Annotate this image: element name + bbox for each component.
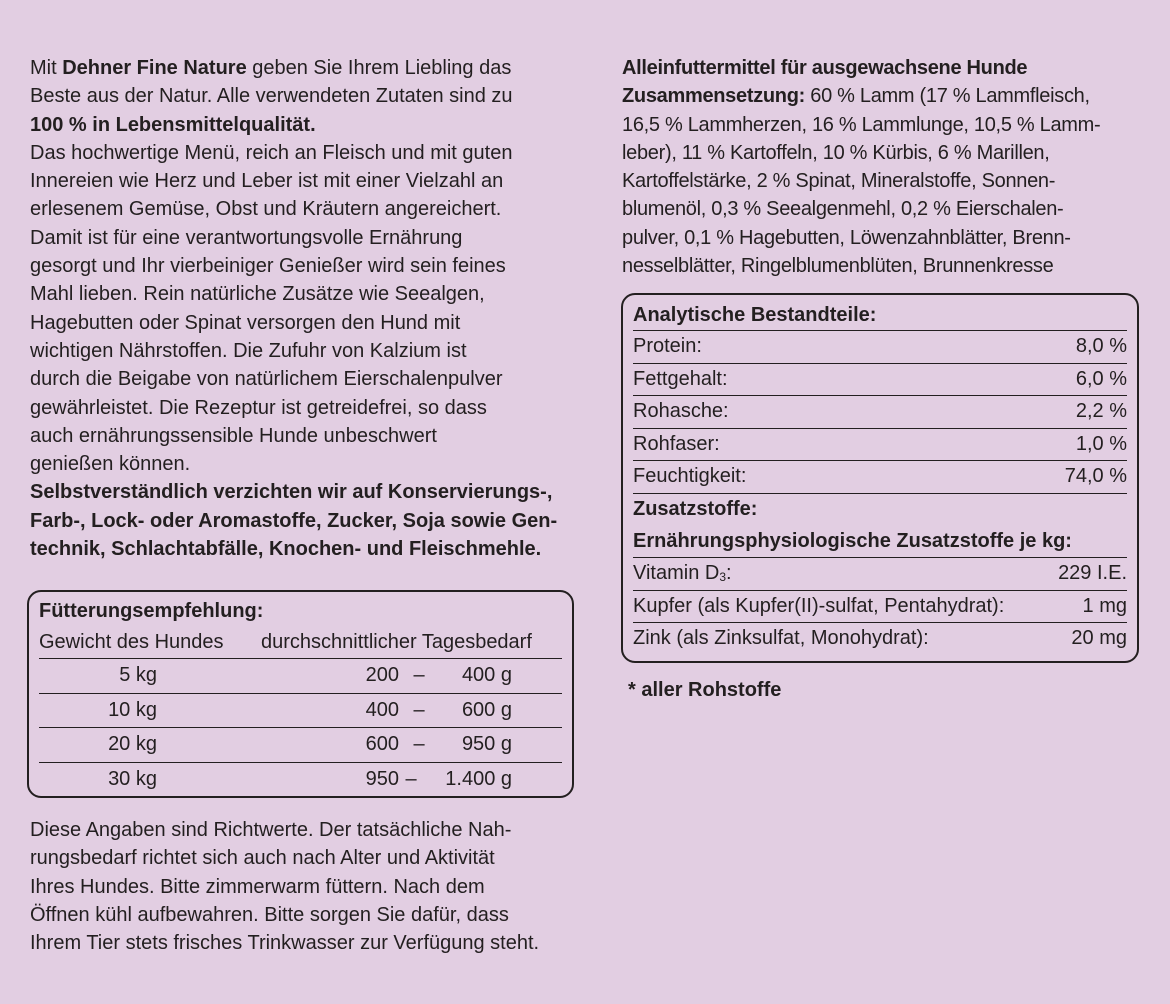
exclusions-paragraph	[30, 478, 575, 563]
brand-name: Dehner Fine Nature	[62, 57, 247, 79]
constituent-value: 74,0 %	[1064, 465, 1127, 488]
amount-from: 200	[365, 664, 399, 686]
range-dash: –	[413, 664, 425, 686]
description-line: gesorgt und Ihr vierbeiniger Genießer wird sein feines	[30, 255, 506, 278]
additive-row	[633, 591, 1127, 624]
constituent-name: Feuchtigkeit:	[633, 465, 747, 488]
feeding-row	[39, 694, 562, 729]
weight-column-header: Gewicht des Hundes	[39, 631, 224, 653]
description-paragraph	[30, 139, 575, 479]
composition-line	[622, 82, 1142, 110]
description-line: auch ernährungssensible Hunde unbeschwert	[30, 424, 437, 447]
note-line: Ihrem Tier stets frisches Trinkwasser zur Verfügung steht.	[30, 932, 540, 955]
composition-line: blumenöl, 0,3 % Seealgenmehl, 0,2 % Eierschalen-	[622, 198, 1064, 221]
amount-column-header: durchschnittlicher Tagesbedarf	[261, 631, 532, 653]
vitamin-subscript: 3	[719, 570, 727, 585]
feeding-title: Fütterungsempfehlung:	[39, 600, 264, 622]
dog-weight: 10 kg	[108, 698, 157, 721]
additives-subtitle: Ernährungsphysiologische Zusatzstoffe je kg:	[633, 526, 1127, 559]
feeding-header-row	[39, 627, 562, 659]
vitamin-colon: :	[726, 562, 732, 585]
amount-to: 400 g	[461, 664, 512, 686]
range-dash: –	[413, 698, 425, 721]
amount-to: 950 g	[461, 733, 512, 755]
description-line: durch die Beigabe von natürlichem Eierschalenpulver	[30, 368, 503, 391]
description-line: Das hochwertige Menü, reich an Fleisch und mit guten	[30, 141, 513, 164]
constituent-value: 2,2 %	[1075, 400, 1127, 423]
intro-text: Mit	[30, 57, 63, 79]
feeding-recommendation-table	[27, 590, 574, 798]
composition-text: 60 % Lamm (17 % Lammfleisch,	[805, 85, 1090, 108]
analysis-title: Analytische Bestandteile:	[633, 301, 1127, 331]
additive-name: Kupfer (als Kupfer(II)-sulfat, Pentahydrat):	[633, 594, 1005, 617]
analysis-row	[633, 331, 1127, 364]
description-line: genießen können.	[30, 453, 191, 476]
constituent-name: Protein:	[633, 335, 702, 357]
note-line: rungsbedarf richtet sich auch nach Alter und Aktivität	[30, 847, 495, 870]
feeding-row	[39, 728, 562, 763]
amount-to: 1.400 g	[445, 767, 512, 790]
note-line: Öffnen kühl aufbewahren. Bitte sorgen Sie dafür, dass	[30, 903, 509, 926]
amount-to: 600 g	[461, 698, 512, 721]
constituent-name: Rohasche:	[633, 400, 729, 423]
range-dash: –	[413, 733, 425, 755]
dog-weight: 5 kg	[119, 664, 157, 686]
description-line: Damit ist für eine verantwortungsvolle Ernährung	[30, 226, 463, 249]
exclusions-line: technik, Schlachtabfälle, Knochen- und Fleischmehle.	[30, 538, 542, 561]
quality-claim: 100 % in Lebensmittelqualität.	[30, 113, 316, 136]
description-line: Innereien wie Herz und Leber ist mit einer Vielzahl an	[30, 170, 504, 193]
footnote: * aller Rohstoffe	[628, 679, 782, 701]
additive-row	[633, 623, 1127, 655]
exclusions-line: Selbstverständlich verzichten wir auf Konservierungs-,	[30, 481, 553, 504]
composition-label: Zusammensetzung:	[622, 85, 806, 108]
usage-note	[30, 816, 575, 957]
constituent-value: 8,0 %	[1075, 335, 1127, 357]
analysis-row	[633, 396, 1127, 429]
feeding-row	[39, 659, 562, 694]
additive-value: 229 I.E.	[1058, 562, 1127, 585]
exclusions-line: Farb-, Lock- oder Aromastoffe, Zucker, Soja sowie Gen-	[30, 509, 558, 532]
composition-heading: Alleinfuttermittel für ausgewachsene Hunde	[622, 57, 1028, 79]
feeding-row	[39, 763, 562, 797]
additive-row	[633, 558, 1127, 591]
constituent-name: Rohfaser:	[633, 432, 720, 455]
constituent-value: 6,0 %	[1075, 367, 1127, 390]
description-line: gewährleistet. Die Rezeptur ist getreidefrei, so dass	[30, 396, 487, 419]
description-line: Mahl lieben. Rein natürliche Zusätze wie Seealgen,	[30, 283, 485, 306]
composition-line: leber), 11 % Kartoffeln, 10 % Kürbis, 6 % Marillen,	[622, 141, 1050, 164]
description-line: erlesenem Gemüse, Obst und Kräutern angereichert.	[30, 198, 502, 221]
additive-value: 20 mg	[1071, 627, 1127, 650]
composition-line: nesselblätter, Ringelblumenblüten, Brunnenkresse	[622, 255, 1054, 278]
dog-weight: 30 kg	[108, 767, 157, 790]
composition-line: pulver, 0,1 % Hagebutten, Löwenzahnblätter, Brenn-	[622, 226, 1071, 249]
description-line: Hagebutten oder Spinat versorgen den Hund mit	[30, 311, 461, 334]
amount-from: 600	[365, 733, 399, 755]
note-line: Ihres Hundes. Bitte zimmerwarm füttern. Nach dem	[30, 875, 485, 898]
note-line: Diese Angaben sind Richtwerte. Der tatsächliche Nah-	[30, 819, 512, 841]
analysis-row	[633, 429, 1127, 462]
analysis-row	[633, 461, 1127, 494]
intro-line	[30, 54, 575, 82]
analysis-row	[633, 364, 1127, 397]
constituent-value: 1,0 %	[1075, 432, 1127, 455]
intro-text: geben Sie Ihrem Liebling das	[246, 57, 512, 79]
additive-name	[633, 558, 732, 590]
additive-name: Zink (als Zinksulfat, Monohydrat):	[633, 627, 929, 650]
amount-from: 950	[365, 767, 399, 790]
composition-column	[622, 54, 1142, 280]
intro-line: Beste aus der Natur. Alle verwendeten Zutaten sind zu	[30, 85, 513, 108]
product-description-column	[30, 54, 575, 563]
dog-weight: 20 kg	[108, 733, 157, 755]
amount-from: 400	[365, 698, 399, 721]
composition-line: 16,5 % Lammherzen, 16 % Lammlunge, 10,5 % Lamm-	[622, 113, 1101, 136]
vitamin-label: Vitamin D	[633, 562, 720, 585]
analytical-constituents-table	[621, 293, 1139, 663]
constituent-name: Fettgehalt:	[633, 367, 728, 390]
additives-title: Zusatzstoffe:	[633, 497, 758, 520]
description-line: wichtigen Nährstoffen. Die Zufuhr von Kalzium ist	[30, 339, 467, 362]
range-dash: –	[405, 767, 417, 790]
composition-line: Kartoffelstärke, 2 % Spinat, Mineralstoffe, Sonnen-	[622, 170, 1056, 193]
additive-value: 1 mg	[1082, 594, 1127, 617]
